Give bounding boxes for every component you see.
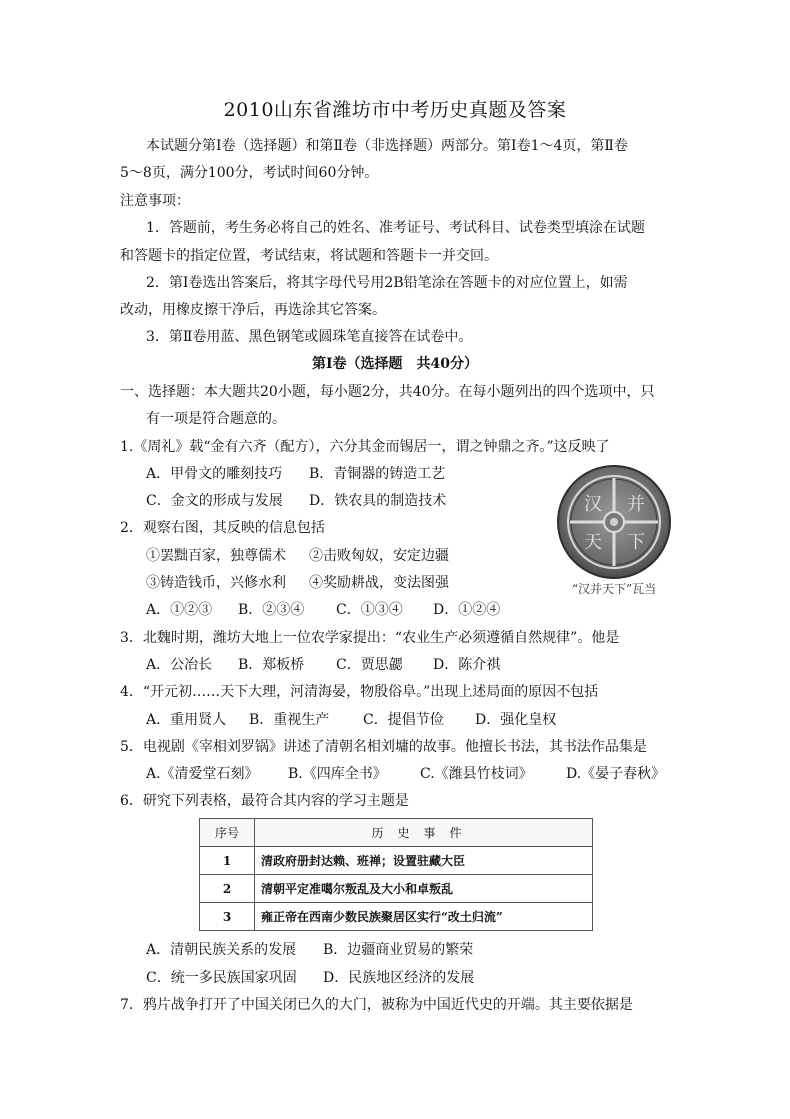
notice-1b: 和答题卡的指定位置，考试结束，将试题和答题卡一并交回。	[120, 248, 498, 264]
q4-option-a: A．重用贤人	[146, 712, 227, 728]
row-event: 清朝平定准噶尔叛乱及大小和卓叛乱	[255, 875, 593, 903]
q1-stem: 1.《周礼》载“金有六齐（配方），六分其金而锡居一，谓之钟鼎之齐。”这反映了	[120, 439, 610, 455]
q5-stem: 5．电视剧《宰相刘罗锅》讲述了清朝名相刘墉的故事。他擅长书法，其书法作品集是	[120, 739, 647, 755]
page-title: 2010山东省潍坊市中考历史真题及答案	[223, 99, 567, 121]
q2-item-3: ③铸造钱币，兴修水利	[146, 575, 286, 591]
q2-option-c: C．①③④	[336, 602, 403, 618]
row-number: 3	[200, 903, 255, 931]
q6-option-d: D．民族地区经济的发展	[323, 970, 475, 986]
row-event: 清政府册封达赖、班禅；设置驻藏大臣	[255, 847, 593, 875]
q5-option-b: B.《四库全书》	[288, 766, 387, 782]
q5-option-a: A.《清爱堂石刻》	[146, 766, 259, 782]
q3-option-b: B．郑板桥	[238, 657, 305, 673]
q4-option-b: B．重视生产	[249, 712, 330, 728]
q6-option-c: C．统一多民族国家巩固	[146, 970, 297, 986]
tile-char-2: 并	[627, 494, 645, 515]
tile-char-3: 天	[584, 532, 602, 553]
q3-option-d: D．陈介祺	[433, 657, 501, 673]
q1-option-c: C．金文的形成与发展	[146, 493, 283, 509]
q5-option-d: D.《晏子春秋》	[566, 766, 666, 782]
table-row	[200, 875, 593, 903]
intro-line-1: 本试题分第Ⅰ卷（选择题）和第Ⅱ卷（非选择题）两部分。第Ⅰ卷1～4页，第Ⅱ卷	[146, 138, 628, 154]
q2-option-d: D．①②④	[433, 602, 501, 618]
notice-3: 3．第Ⅱ卷用蓝、黑色钢笔或圆珠笔直接答在试卷中。	[146, 329, 473, 345]
q3-option-c: C．贾思勰	[336, 657, 403, 673]
part1-line-2: 有一项是符合题意的。	[146, 411, 286, 427]
q2-item-1: ①罢黜百家，独尊儒术	[146, 548, 286, 564]
q6-stem: 6．研究下列表格，最符合其内容的学习主题是	[120, 793, 409, 809]
table-row	[200, 847, 593, 875]
q2-stem: 2．观察右图，其反映的信息包括	[120, 520, 325, 536]
tile-char-4: 下	[627, 532, 645, 553]
q1-option-a: A．甲骨文的雕刻技巧	[146, 466, 283, 482]
tile-char-1: 汉	[584, 494, 602, 515]
notice-label: 注意事项：	[120, 193, 190, 209]
part1-line-1: 一、选择题：本大题共20小题，每小题2分，共40分。在每小题列出的四个选项中，只	[120, 384, 655, 400]
row-number: 2	[200, 875, 255, 903]
q1-option-d: D．铁农具的制造技术	[309, 493, 447, 509]
table-header-row	[200, 819, 593, 847]
roof-tile-figure	[548, 464, 680, 606]
q2-option-a: A．①②③	[146, 602, 213, 618]
col-header-number: 序号	[200, 819, 255, 847]
q1-option-b: B．青铜器的铸造工艺	[309, 466, 446, 482]
col-header-event: 历史事件	[255, 819, 593, 847]
roof-tile-caption: “汉并天下”瓦当	[571, 582, 657, 596]
notice-1a: 1．答题前，考生务必将自己的姓名、准考证号、考试科目、试卷类型填涂在试题	[146, 220, 645, 236]
intro-line-2: 5～8页，满分100分，考试时间60分钟。	[120, 165, 379, 181]
roof-tile-image	[548, 464, 680, 582]
events-table	[199, 818, 593, 931]
table-row	[200, 903, 593, 931]
q4-stem: 4．“开元初……天下大理，河清海晏，物殷俗阜。”出现上述局面的原因不包括	[120, 684, 599, 700]
q2-option-b: B．②③④	[238, 602, 305, 618]
q3-stem: 3．北魏时期，潍坊大地上一位农学家提出：“农业生产必须遵循自然规律”。他是	[120, 630, 620, 646]
q2-item-4: ④奖励耕战，变法图强	[309, 575, 449, 591]
row-number: 1	[200, 847, 255, 875]
q6-option-a: A．清朝民族关系的发展	[146, 942, 297, 958]
row-event: 雍正帝在西南少数民族聚居区实行“改土归流”	[255, 903, 593, 931]
section-title: 第Ⅰ卷（选择题 共40分）	[311, 356, 479, 372]
notice-2b: 改动，用橡皮擦干净后，再选涂其它答案。	[120, 302, 386, 318]
q2-item-2: ②击败匈奴，安定边疆	[309, 548, 449, 564]
q4-option-c: C．提倡节俭	[363, 712, 444, 728]
q6-option-b: B．边疆商业贸易的繁荣	[323, 942, 474, 958]
notice-2a: 2．第Ⅰ卷选出答案后，将其字母代号用2B铅笔涂在答题卡的对应位置上，如需	[146, 275, 628, 291]
q4-option-d: D．强化皇权	[475, 712, 557, 728]
q3-option-a: A．公冶长	[146, 657, 213, 673]
q5-option-c: C.《潍县竹枝词》	[420, 766, 533, 782]
q7-stem: 7．鸦片战争打开了中国关闭已久的大门，被称为中国近代史的开端。其主要依据是	[120, 997, 633, 1013]
